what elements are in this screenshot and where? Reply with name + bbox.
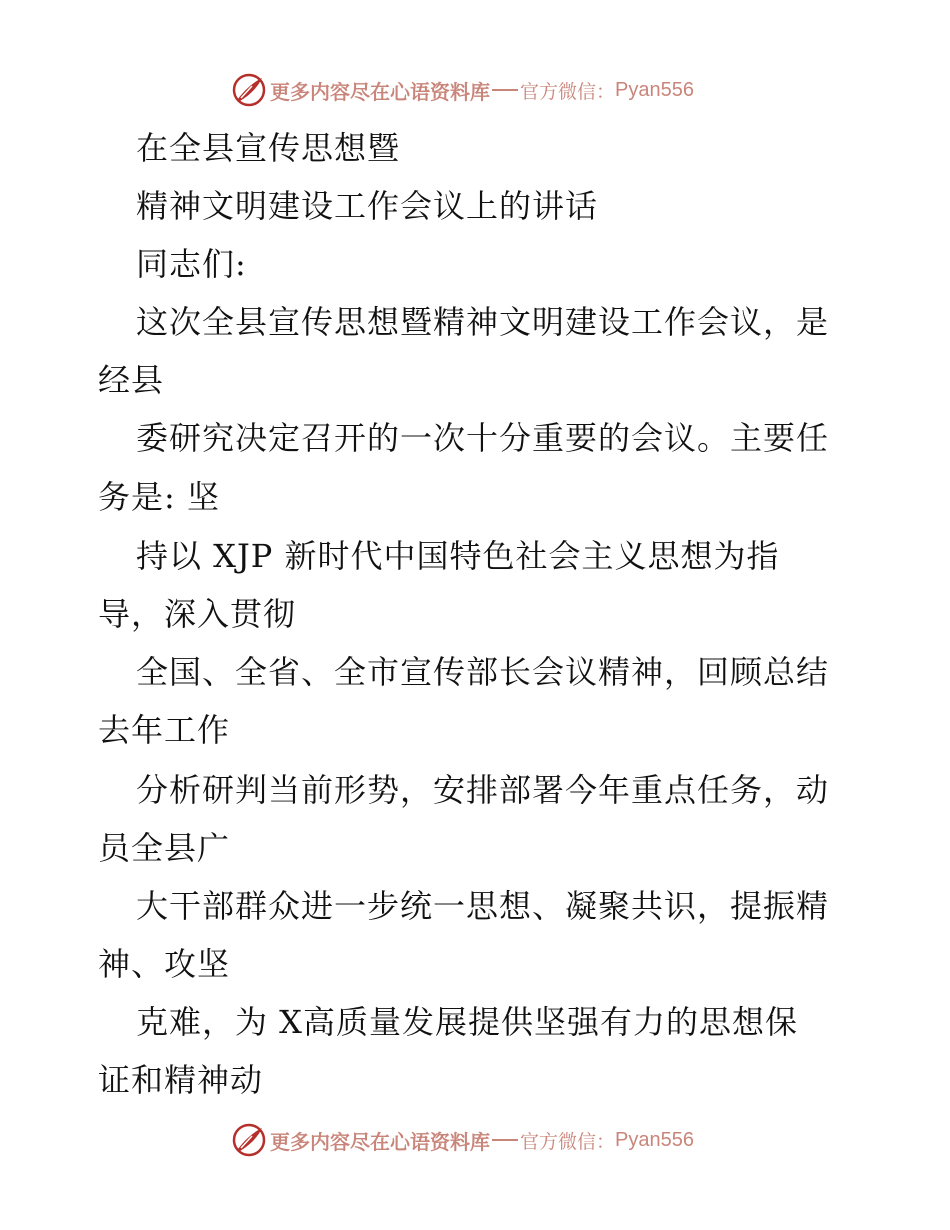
paragraph-line: 经县 [98, 361, 165, 399]
paragraph-line: 去年工作 [98, 711, 231, 749]
watermark-label: 官方微信： [520, 80, 616, 103]
watermark-label: 官方微信： [520, 1130, 616, 1153]
watermark-text: 更多内容尽在心语资料库 [270, 79, 490, 104]
paragraph-line: 这次全县宣传思想暨精神文明建设工作会议，是 [136, 303, 830, 341]
paragraph-line: 全国、全省、全市宣传部长会议精神，回顾总结 [136, 653, 830, 691]
watermark-text: 更多内容尽在心语资料库 [270, 1129, 490, 1154]
paragraph-line: 委研究决定召开的一次十分重要的会议。主要任 [136, 419, 830, 457]
header-watermark [232, 72, 694, 108]
paragraph-line: 导，深入贯彻 [98, 595, 297, 633]
paragraph-line: 持以 XJP 新时代中国特色社会主义思想为指 [136, 537, 780, 575]
watermark-id: Pyan556 [615, 78, 694, 101]
title-line-1: 在全县宣传思想暨 [136, 129, 401, 167]
watermark-dash [492, 89, 518, 91]
salutation: 同志们: [136, 245, 247, 283]
quill-logo-icon [232, 73, 266, 107]
paragraph-line: 员全县广 [98, 829, 231, 867]
paragraph-line: 大干部群众进一步统一思想、凝聚共识，提振精 [136, 887, 830, 925]
paragraph-line: 克难，为 X高质量发展提供坚强有力的思想保 [136, 1003, 798, 1041]
footer-watermark [232, 1122, 694, 1158]
paragraph-line: 务是: 坚 [98, 478, 220, 516]
paragraph-line: 证和精神动 [98, 1061, 264, 1099]
watermark-dash [492, 1139, 518, 1141]
watermark-id: Pyan556 [615, 1128, 694, 1151]
quill-logo-icon [232, 1123, 266, 1157]
paragraph-line: 分析研判当前形势，安排部署今年重点任务，动 [136, 771, 830, 809]
paragraph-line: 神、攻坚 [98, 945, 231, 983]
title-line-2: 精神文明建设工作会议上的讲话 [136, 187, 599, 225]
